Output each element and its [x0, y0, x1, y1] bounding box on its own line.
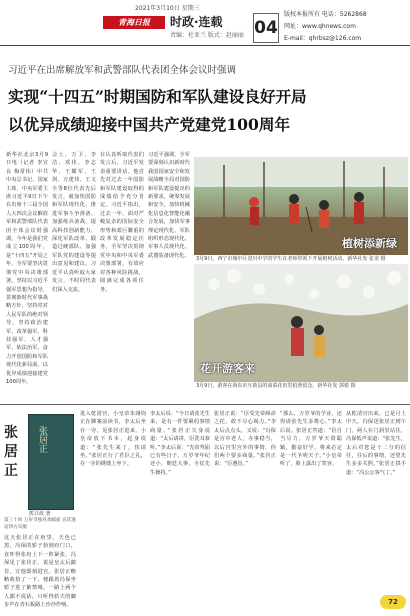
photo-2-title: 花开游客来: [200, 362, 255, 375]
serial-column-1: 这天张居正在府里，天色已黑，冯保的轿子抬到府门口，直吓得张府上下一阵紧张。冯保见了张居正，说是皇太后懿旨，宣他即刻进宫。张居正略略收拾了一下，便跟着冯保坐轿子进了紫禁城。一路上两个人都不说话，只听得轿夫的脚步声在青石板路上沙沙作响。: [4, 535, 76, 609]
photo-1-title: 植树添新绿: [342, 237, 397, 250]
page-number: 04: [253, 13, 279, 43]
header-divider: [0, 45, 410, 46]
article-column-3: 在认真听取代表们发言后，习近平发表重要讲话。他首先对过去一年国防和军队建设取得的成绩给予充分肯定。习近平指出，过去一年，面对严峻复杂的国际安全形势和艰巨繁重的改革发展稳定任务，全军坚决贯彻党中央和中央军委决策部署，有效应对各种风险挑战，圆满完成各项任务。: [100, 152, 144, 293]
section-divider: [0, 404, 410, 405]
book-cover-image: [28, 414, 74, 510]
book-author: 熊召政 著: [29, 511, 51, 517]
article-headline-line1: 实现“十四五”时期国防和军队建设良好开局: [8, 87, 307, 106]
serial-column-3: 李太后说：“今日请张先生来，是有一件要紧的事情商量。”张居正欠身说道：“太后请讲，臣洗耳恭听。”李太后说：“先帝驾崩已有些日子，万岁爷年纪还小，朝廷大事，全仗先生操持。”: [150, 411, 210, 476]
issue-date: 2021年3月10日 星期三: [135, 5, 200, 12]
contact-email: E-mail：qhrbsz@126.com: [284, 35, 362, 42]
photo-2-caption: 3月9日，游客在海东市互助县的油菜花田里拍照留念。新华社发 郭骏 摄: [196, 383, 356, 389]
section-title: 时政·连载: [170, 15, 223, 29]
contact-info: [284, 9, 367, 45]
newspaper-logo: 青海日报: [103, 16, 165, 29]
section-editors: 责编：杜亚兰 版式：赵丽丽: [170, 32, 244, 39]
article-kicker: 习近平在出席解放军和武警部队代表团全体会议时强调: [8, 65, 237, 76]
photo-1-caption: 3月9日，西宁市城中区湟川中学的学生在老师带领下开展植树活动。新华社发 张龙 摄: [196, 256, 386, 262]
serial-column-4: 张居正说：“臣受先帝顾命之托，敢不尽心竭力。”李太后点点头，又说：“冯保是宫中老人，办事稳当，以后宫里宫外的事情，你们两个要多商量。”张居正说：“臣遵旨。”: [214, 411, 276, 468]
article-column-4: 习近平强调，全军要深刻认识新时代我国国家安全和发展战略全局对国防和军队建设提出的新要求，统筹发展和安全，加快机械化信息化智能化融合发展，加快军事理论现代化、军队组织形态现代化、军事人员现代化、武器装备现代化。: [148, 152, 190, 259]
article-column-1: 新华社北京3月9日电（记者 李宣良 梅常伟）中共中央总书记、国家主席、中央军委主席习近平9日下午在出席十三届全国人大四次会议解放军和武警部队代表团全体会议时强调，今年是我们党成立100周年，是“十四五”开局之年。全军要坚决贯彻党中央决策部署，坚持以习近平强军思想为指导，贯彻新时代军事战略方针，坚持党对人民军队的绝对领导，坚持政治建军、改革强军、科技强军、人才强军、依法治军，奋力开创国防和军队现代化新局面，以优异成绩迎接建党100周年。: [6, 152, 48, 385]
planting-photo: [194, 157, 408, 255]
article-headline-line2: 以优异成绩迎接中国共产党建党100周年: [8, 115, 291, 134]
serial-column-6: 从乾清宫出来，已是月上中天。冯保送张居正到午门，两人在门洞里站住，冯保低声说道：“张先生，太后对您是十二分的信任，往后的事情，还望先生多多关照。”张居正拱手道：“冯公公客气了。”: [346, 411, 406, 476]
serial-column-2: 进入乾清宫，小皇帝朱翊钧正在御案前读书，李太后坐在一旁。见张居正进来，小皇帝放下书本，起身说道：“张先生来了，快请坐。”张居正行了君臣之礼，在一旁的绣墩上坐下。: [80, 411, 146, 468]
contact-website: 网址：www.qhnews.com: [284, 23, 356, 30]
page-corner-tag: 72: [380, 595, 406, 609]
serial-column-5: “那么，万岁爷的学业，还得请张先生多费心。”李太后说。张居正答道：“臣自当尽力。万岁爷天资聪颖，勤奋好学，将来必定是一代圣明天子。”小皇帝听了，脸上露出了笑容。: [280, 411, 342, 468]
book-cover-title: 张居正: [37, 426, 47, 453]
contact-phone: 版权本报所有 电话：5262868: [284, 11, 367, 18]
flowers-photo: [194, 264, 408, 382]
chapter-title: 第三十回 万岁爷独对高邮庙 宣读遗诏四方宾服: [4, 518, 76, 530]
article-column-2: 会上，万卫、李洁、邓伟、李志华、王耀军、王剑、万建伟、王文全等8位代表先后发言，就加快国防和军队现代化、推进军事斗争准备、加强练兵备战、提高科技创新能力、深化军队改革、锻造过硬部队、加强军队党的建设等提出意见和建议。习近平认真听取大家发言，不时同代表们深入交流。: [52, 152, 96, 293]
serial-column-name: 张居正: [4, 425, 18, 479]
